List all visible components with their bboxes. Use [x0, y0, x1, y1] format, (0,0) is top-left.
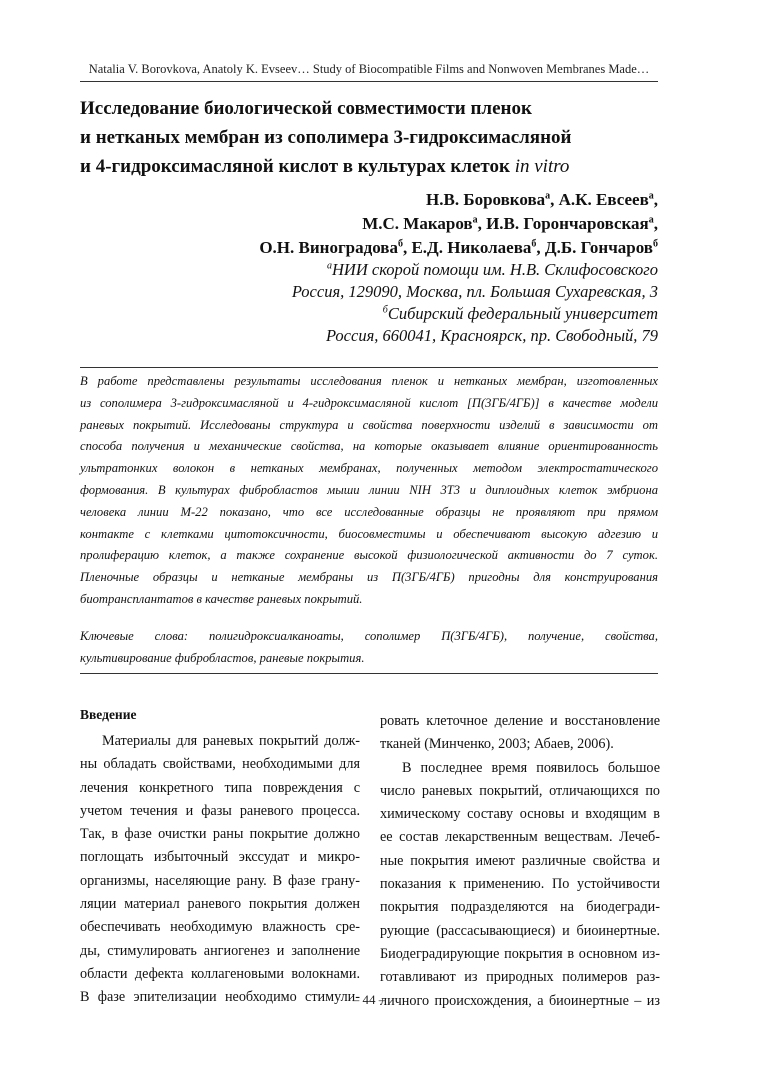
affiliation-text: НИИ скорой помощи им. Н.В. Склифосовского — [332, 260, 658, 279]
author-name: М.С. Макаров — [362, 214, 473, 233]
affiliation-mark: а — [327, 260, 332, 272]
affiliation-a-name — [98, 259, 658, 281]
body-line: лечения конкретного типа повреждения с — [80, 779, 360, 796]
author-name: Н.В. Боровкова — [426, 190, 546, 209]
body-line: Материалы для раневых покрытий долж- — [102, 733, 360, 749]
body-line: Так, в фазе очистки раны покрытие должно — [80, 826, 360, 843]
abstract-line: формования. В культурах фибробластов мыши линии NIH 3T3 и диплоидных клеток эмбриона — [80, 482, 658, 497]
author-name: , А.К. Евсеев — [550, 190, 649, 209]
abstract-line: из сополимера 3-гидроксимасляной и 4-гидроксимасляной кислот [П(3ГБ/4ГБ)] в качестве модели — [80, 395, 658, 410]
authors-line-3 — [98, 236, 658, 260]
author-list — [98, 188, 658, 260]
authors-line-2 — [98, 212, 658, 236]
body-line: В последнее время появилось большое — [402, 759, 660, 776]
article-title — [80, 94, 680, 181]
affiliation-b-address: Россия, 660041, Красноярск, пр. Свободный, 79 — [325, 326, 658, 345]
title-line-1: Исследование биологической совместимости пленок — [80, 98, 532, 119]
abstract-line: человека линии М-22 показано, что все исследованные образцы не проявляют при прямом — [80, 504, 658, 519]
abstract-line: биотрансплантатов в качестве раневых покрытий. — [80, 591, 363, 606]
abstract-line: способа получения и механические свойства, на которые оказывает влияние ориентированность — [80, 439, 658, 454]
abstract-top-divider — [80, 367, 658, 368]
title-line-2: и нетканых мембран из сополимера 3-гидроксимасляной — [80, 127, 572, 148]
affiliation-mark: б — [382, 304, 388, 316]
affiliation-a-address: Россия, 129090, Москва, пл. Большая Сухаревская, 3 — [291, 282, 658, 301]
body-column-left — [80, 705, 360, 1010]
body-line: показания к применению. По устойчивости — [380, 876, 660, 893]
body-line: организмы, населяющие рану. В фазе грану- — [80, 872, 360, 889]
authors-line-1 — [98, 188, 658, 212]
body-line: В фазе эпителизации необходимо стимули- — [80, 989, 360, 1006]
section-heading-introduction: Введение — [80, 707, 137, 722]
affiliation-mark: а — [472, 214, 478, 226]
page-number: – 44 – — [352, 992, 386, 1007]
author-name: , Е.Д. Николаева — [402, 238, 532, 257]
body-line: ее состав лекарственным веществам. Лечеб- — [380, 829, 660, 846]
body-line: число раневых покрытий, отличающихся по — [380, 782, 660, 799]
abstract-line: В работе представлены результаты исследования пленок и нетканых мембран, изготовленных — [80, 374, 658, 388]
affiliation-mark: б — [653, 238, 658, 250]
title-line-3-text: и 4-гидроксимасляной кислот в культурах клеток — [80, 156, 515, 177]
body-line: готавливают из природных полимеров раз- — [380, 969, 660, 986]
header-divider — [80, 81, 658, 82]
author-name: О.Н. Виноградова — [259, 238, 398, 257]
body-line: ляции материал раневого покрытия должен — [80, 896, 360, 913]
affiliation-mark: а — [545, 190, 551, 202]
abstract-bottom-divider — [80, 673, 658, 674]
abstract — [80, 371, 658, 611]
abstract-line: пролиферацию клеток, а также сохранение высокой физиологической активности до 7 суток. — [80, 548, 658, 563]
body-line: ровать клеточное деление и восстановление — [380, 713, 660, 729]
body-line: ды, стимулировать ангиогенез и заполнение — [80, 942, 360, 959]
author-separator: , — [653, 214, 658, 233]
body-line: ны обладать свойствами, необходимыми для — [80, 756, 360, 773]
keywords — [80, 626, 658, 670]
body-line: обеспечивать необходимую влажность сре- — [80, 919, 360, 936]
affiliation-mark: б — [397, 238, 403, 250]
body-line: области дефекта коллагеновыми волокнами. — [80, 965, 360, 982]
abstract-line: контакте с клетками цитотоксичности, биосовместимы и обеспечивают высокую адгезию и — [80, 526, 658, 541]
affiliation-mark: а — [648, 190, 654, 202]
author-name: , И.В. Горончаровская — [477, 214, 649, 233]
keywords-line: Ключевые слова: полигидроксиалканоаты, сополимер П(3ГБ/4ГБ), получение, свойства, — [80, 629, 658, 643]
running-head: Natalia V. Borovkova, Anatoly K. Evseev… Study of Biocompatible Films and Nonwoven Membranes Made… — [88, 62, 650, 76]
author-name: , Д.Б. Гончаров — [536, 238, 653, 257]
title-line-3 — [80, 152, 680, 181]
abstract-line: ультратонких волокон в нетканых мембранах, полученных методом электростатического — [80, 461, 658, 476]
body-line: покрытия подразделяются на биодегради- — [380, 899, 660, 916]
title-in-vitro: in vitro — [514, 156, 570, 177]
body-column-right — [380, 710, 660, 1013]
affiliation-mark: б — [531, 238, 537, 250]
author-separator: , — [653, 190, 658, 209]
body-line: поглощать избыточный экссудат и микро- — [80, 849, 360, 866]
abstract-line: Пленочные образцы и нетканые мембраны из П(3ГБ/4ГБ) пригодны для конструирования — [80, 570, 658, 585]
body-line: ные покрытия имеют различные свойства и — [380, 852, 660, 869]
body-line: Биодеградирующие покрытия в основном из- — [380, 945, 660, 962]
affiliation-mark: а — [648, 214, 654, 226]
affiliation-text: Сибирский федеральный университет — [387, 304, 658, 323]
affiliations — [98, 259, 658, 347]
body-line: химическому составу основы и входящим в — [380, 806, 660, 823]
body-line: рующие (рассасывающиеся) и биоинертные. — [380, 922, 660, 939]
body-line: учетом течения и фазы раневого процесса. — [80, 802, 360, 819]
abstract-line: раневых покрытий. Исследованы структура и свойства поверхности изделий в зависимости от — [80, 417, 658, 432]
body-line: личного происхождения, а биоинертные – из — [380, 992, 660, 1009]
body-line: тканей (Минченко, 2003; Абаев, 2006). — [380, 736, 614, 753]
affiliation-b-name — [98, 303, 658, 325]
keywords-line: культивирование фибробластов, раневые покрытия. — [80, 650, 365, 665]
